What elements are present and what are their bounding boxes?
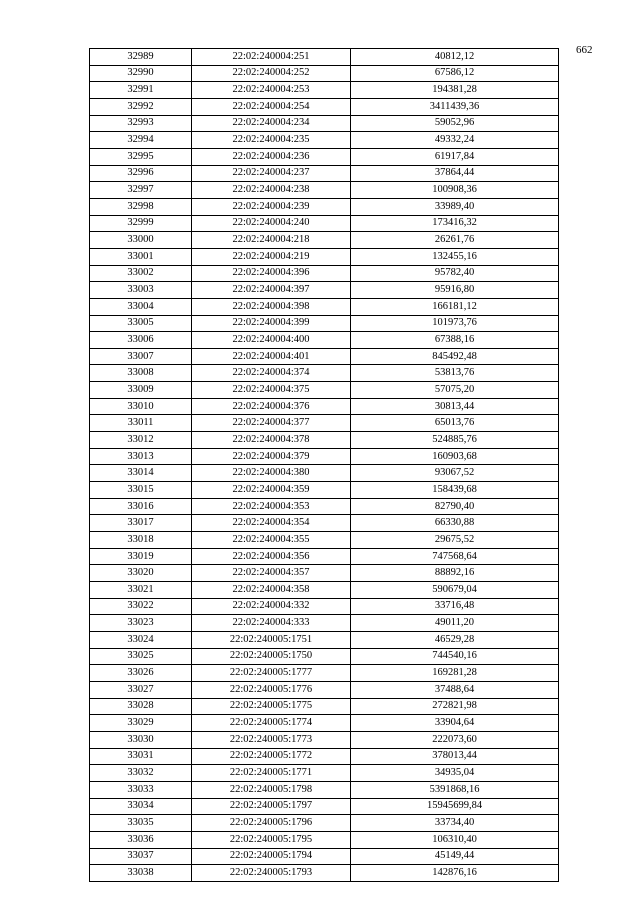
cadastral-value-cell: 194381,28 — [351, 82, 559, 99]
row-number-cell: 33019 — [90, 548, 192, 565]
cadastral-number-cell: 22:02:240004:356 — [192, 548, 351, 565]
cadastral-number-cell: 22:02:240005:1793 — [192, 865, 351, 882]
row-number-cell: 33038 — [90, 865, 192, 882]
table-row — [90, 65, 559, 82]
table-row — [90, 498, 559, 515]
row-number-cell: 32990 — [90, 65, 192, 82]
table-row — [90, 332, 559, 349]
cadastral-number-cell: 22:02:240005:1775 — [192, 698, 351, 715]
row-number-cell: 33031 — [90, 748, 192, 765]
table-row — [90, 415, 559, 432]
cadastral-value-cell: 57075,20 — [351, 382, 559, 399]
cadastral-number-cell: 22:02:240004:399 — [192, 315, 351, 332]
row-number-cell: 32993 — [90, 115, 192, 132]
table-row — [90, 748, 559, 765]
cadastral-number-cell: 22:02:240005:1773 — [192, 731, 351, 748]
cadastral-value-cell: 132455,16 — [351, 248, 559, 265]
cadastral-number-cell: 22:02:240004:333 — [192, 615, 351, 632]
row-number-cell: 33010 — [90, 398, 192, 415]
cadastral-value-cell: 378013,44 — [351, 748, 559, 765]
cadastral-number-cell: 22:02:240004:236 — [192, 148, 351, 165]
row-number-cell: 33015 — [90, 482, 192, 499]
table-row — [90, 598, 559, 615]
table-row — [90, 648, 559, 665]
table-row — [90, 798, 559, 815]
table-row — [90, 248, 559, 265]
cadastral-number-cell: 22:02:240005:1796 — [192, 815, 351, 832]
cadastral-number-cell: 22:02:240005:1795 — [192, 831, 351, 848]
cadastral-value-cell: 33904,64 — [351, 715, 559, 732]
cadastral-value-cell: 33734,40 — [351, 815, 559, 832]
cadastral-number-cell: 22:02:240004:379 — [192, 448, 351, 465]
cadastral-value-cell: 95782,40 — [351, 265, 559, 282]
cadastral-value-cell: 67388,16 — [351, 332, 559, 349]
cadastral-number-cell: 22:02:240004:332 — [192, 598, 351, 615]
cadastral-value-cell: 106310,40 — [351, 831, 559, 848]
table-row — [90, 615, 559, 632]
table-row — [90, 448, 559, 465]
table-row — [90, 582, 559, 599]
cadastral-number-cell: 22:02:240004:354 — [192, 515, 351, 532]
row-number-cell: 33006 — [90, 332, 192, 349]
cadastral-value-cell: 33989,40 — [351, 198, 559, 215]
row-number-cell: 33026 — [90, 665, 192, 682]
cadastral-value-cell: 46529,28 — [351, 631, 559, 648]
cadastral-number-cell: 22:02:240004:374 — [192, 365, 351, 382]
cadastral-number-cell: 22:02:240004:219 — [192, 248, 351, 265]
table-row — [90, 865, 559, 882]
row-number-cell: 33033 — [90, 781, 192, 798]
table-row — [90, 132, 559, 149]
cadastral-value-cell: 100908,36 — [351, 182, 559, 199]
cadastral-number-cell: 22:02:240004:251 — [192, 49, 351, 66]
table-row — [90, 631, 559, 648]
table-row — [90, 298, 559, 315]
cadastral-value-cell: 49332,24 — [351, 132, 559, 149]
cadastral-number-cell: 22:02:240004:235 — [192, 132, 351, 149]
table-row — [90, 165, 559, 182]
cadastral-number-cell: 22:02:240004:237 — [192, 165, 351, 182]
row-number-cell: 33004 — [90, 298, 192, 315]
page-number: 662 — [576, 44, 593, 56]
cadastral-value-cell: 3411439,36 — [351, 98, 559, 115]
cadastral-number-cell: 22:02:240004:396 — [192, 265, 351, 282]
row-number-cell: 32995 — [90, 148, 192, 165]
cadastral-value-cell: 590679,04 — [351, 582, 559, 599]
cadastral-number-cell: 22:02:240004:401 — [192, 348, 351, 365]
cadastral-number-cell: 22:02:240004:239 — [192, 198, 351, 215]
table-row — [90, 365, 559, 382]
cadastral-value-cell: 53813,76 — [351, 365, 559, 382]
row-number-cell: 32999 — [90, 215, 192, 232]
table-row — [90, 98, 559, 115]
table-row — [90, 315, 559, 332]
cadastral-number-cell: 22:02:240004:238 — [192, 182, 351, 199]
row-number-cell: 33007 — [90, 348, 192, 365]
table-row — [90, 49, 559, 66]
table-row — [90, 82, 559, 99]
table-row — [90, 681, 559, 698]
row-number-cell: 32989 — [90, 49, 192, 66]
row-number-cell: 33008 — [90, 365, 192, 382]
row-number-cell: 33022 — [90, 598, 192, 615]
row-number-cell: 33028 — [90, 698, 192, 715]
table-row — [90, 348, 559, 365]
row-number-cell: 33036 — [90, 831, 192, 848]
cadastral-number-cell: 22:02:240005:1794 — [192, 848, 351, 865]
table-row — [90, 515, 559, 532]
table-row — [90, 815, 559, 832]
cadastral-number-cell: 22:02:240005:1798 — [192, 781, 351, 798]
row-number-cell: 33023 — [90, 615, 192, 632]
cadastral-value-cell: 59052,96 — [351, 115, 559, 132]
table-row — [90, 665, 559, 682]
row-number-cell: 32998 — [90, 198, 192, 215]
cadastral-value-cell: 15945699,84 — [351, 798, 559, 815]
row-number-cell: 33005 — [90, 315, 192, 332]
table-row — [90, 432, 559, 449]
cadastral-value-cell: 45149,44 — [351, 848, 559, 865]
table-row — [90, 398, 559, 415]
cadastral-value-cell: 37864,44 — [351, 165, 559, 182]
row-number-cell: 33035 — [90, 815, 192, 832]
row-number-cell: 33021 — [90, 582, 192, 599]
row-number-cell: 33014 — [90, 465, 192, 482]
table-row — [90, 115, 559, 132]
cadastral-number-cell: 22:02:240005:1750 — [192, 648, 351, 665]
table-row — [90, 698, 559, 715]
row-number-cell: 32997 — [90, 182, 192, 199]
cadastral-number-cell: 22:02:240004:240 — [192, 215, 351, 232]
row-number-cell: 32996 — [90, 165, 192, 182]
cadastral-number-cell: 22:02:240004:359 — [192, 482, 351, 499]
row-number-cell: 33037 — [90, 848, 192, 865]
table-row — [90, 232, 559, 249]
row-number-cell: 33003 — [90, 282, 192, 299]
table-row — [90, 765, 559, 782]
cadastral-number-cell: 22:02:240004:253 — [192, 82, 351, 99]
cadastral-number-cell: 22:02:240004:252 — [192, 65, 351, 82]
row-number-cell: 33018 — [90, 532, 192, 549]
cadastral-value-cell: 82790,40 — [351, 498, 559, 515]
cadastral-number-cell: 22:02:240005:1797 — [192, 798, 351, 815]
cadastral-value-cell: 37488,64 — [351, 681, 559, 698]
table-row — [90, 465, 559, 482]
cadastral-value-cell: 49011,20 — [351, 615, 559, 632]
cadastral-number-cell: 22:02:240004:353 — [192, 498, 351, 515]
cadastral-number-cell: 22:02:240004:398 — [192, 298, 351, 315]
table-row — [90, 781, 559, 798]
table-row — [90, 215, 559, 232]
cadastral-value-cell: 30813,44 — [351, 398, 559, 415]
table-row — [90, 148, 559, 165]
cadastral-number-cell: 22:02:240004:376 — [192, 398, 351, 415]
row-number-cell: 33000 — [90, 232, 192, 249]
cadastral-number-cell: 22:02:240005:1777 — [192, 665, 351, 682]
cadastral-value-cell: 66330,88 — [351, 515, 559, 532]
cadastral-number-cell: 22:02:240004:380 — [192, 465, 351, 482]
cadastral-value-cell: 173416,32 — [351, 215, 559, 232]
table-row — [90, 831, 559, 848]
cadastral-value-cell: 40812,12 — [351, 49, 559, 66]
cadastral-number-cell: 22:02:240005:1774 — [192, 715, 351, 732]
cadastral-value-cell: 33716,48 — [351, 598, 559, 615]
cadastral-value-cell: 26261,76 — [351, 232, 559, 249]
cadastral-number-cell: 22:02:240004:375 — [192, 382, 351, 399]
cadastral-number-cell: 22:02:240004:397 — [192, 282, 351, 299]
cadastral-number-cell: 22:02:240004:355 — [192, 532, 351, 549]
table-row — [90, 715, 559, 732]
row-number-cell: 33029 — [90, 715, 192, 732]
table-row — [90, 731, 559, 748]
cadastral-number-cell: 22:02:240004:254 — [192, 98, 351, 115]
row-number-cell: 33011 — [90, 415, 192, 432]
cadastral-number-cell: 22:02:240005:1751 — [192, 631, 351, 648]
table-row — [90, 182, 559, 199]
row-number-cell: 33017 — [90, 515, 192, 532]
cadastral-value-table — [89, 48, 559, 882]
table-row — [90, 265, 559, 282]
cadastral-value-cell: 142876,16 — [351, 865, 559, 882]
row-number-cell: 32992 — [90, 98, 192, 115]
row-number-cell: 33012 — [90, 432, 192, 449]
cadastral-value-cell: 95916,80 — [351, 282, 559, 299]
table-row — [90, 848, 559, 865]
cadastral-value-cell: 222073,60 — [351, 731, 559, 748]
table-row — [90, 198, 559, 215]
cadastral-value-cell: 5391868,16 — [351, 781, 559, 798]
cadastral-value-cell: 61917,84 — [351, 148, 559, 165]
row-number-cell: 33002 — [90, 265, 192, 282]
row-number-cell: 32991 — [90, 82, 192, 99]
row-number-cell: 33027 — [90, 681, 192, 698]
row-number-cell: 33009 — [90, 382, 192, 399]
cadastral-value-cell: 845492,48 — [351, 348, 559, 365]
table-body — [90, 49, 559, 882]
cadastral-value-cell: 272821,98 — [351, 698, 559, 715]
cadastral-value-cell: 160903,68 — [351, 448, 559, 465]
cadastral-value-cell: 65013,76 — [351, 415, 559, 432]
cadastral-number-cell: 22:02:240004:218 — [192, 232, 351, 249]
cadastral-value-cell: 93067,52 — [351, 465, 559, 482]
cadastral-value-cell: 744540,16 — [351, 648, 559, 665]
row-number-cell: 33001 — [90, 248, 192, 265]
row-number-cell: 33016 — [90, 498, 192, 515]
cadastral-value-cell: 158439,68 — [351, 482, 559, 499]
table-row — [90, 565, 559, 582]
cadastral-value-cell: 88892,16 — [351, 565, 559, 582]
cadastral-value-cell: 747568,64 — [351, 548, 559, 565]
cadastral-number-cell: 22:02:240004:234 — [192, 115, 351, 132]
row-number-cell: 33013 — [90, 448, 192, 465]
table-row — [90, 282, 559, 299]
cadastral-number-cell: 22:02:240004:400 — [192, 332, 351, 349]
cadastral-number-cell: 22:02:240004:357 — [192, 565, 351, 582]
cadastral-value-cell: 67586,12 — [351, 65, 559, 82]
cadastral-number-cell: 22:02:240004:378 — [192, 432, 351, 449]
cadastral-number-cell: 22:02:240005:1772 — [192, 748, 351, 765]
table-row — [90, 482, 559, 499]
cadastral-value-cell: 29675,52 — [351, 532, 559, 549]
row-number-cell: 33024 — [90, 631, 192, 648]
row-number-cell: 33025 — [90, 648, 192, 665]
cadastral-number-cell: 22:02:240005:1776 — [192, 681, 351, 698]
cadastral-value-cell: 34935,04 — [351, 765, 559, 782]
cadastral-value-cell: 101973,76 — [351, 315, 559, 332]
cadastral-number-cell: 22:02:240004:358 — [192, 582, 351, 599]
row-number-cell: 33034 — [90, 798, 192, 815]
row-number-cell: 33030 — [90, 731, 192, 748]
cadastral-value-cell: 166181,12 — [351, 298, 559, 315]
cadastral-number-cell: 22:02:240005:1771 — [192, 765, 351, 782]
row-number-cell: 33032 — [90, 765, 192, 782]
table-row — [90, 532, 559, 549]
cadastral-value-cell: 169281,28 — [351, 665, 559, 682]
cadastral-value-cell: 524885,76 — [351, 432, 559, 449]
row-number-cell: 33020 — [90, 565, 192, 582]
cadastral-number-cell: 22:02:240004:377 — [192, 415, 351, 432]
row-number-cell: 32994 — [90, 132, 192, 149]
table-row — [90, 548, 559, 565]
table-row — [90, 382, 559, 399]
